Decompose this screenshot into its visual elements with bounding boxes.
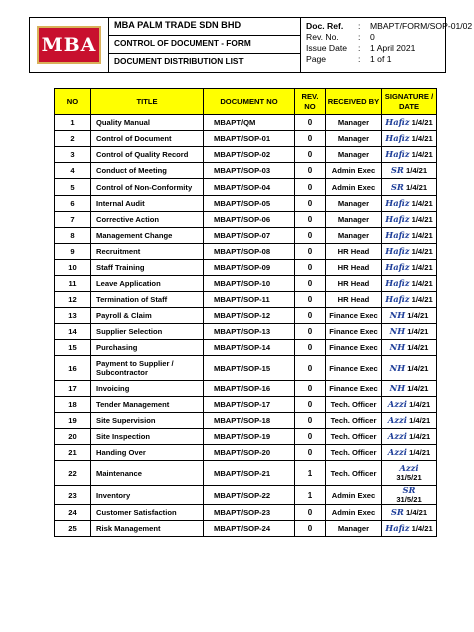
sign-date: 1/4/21	[409, 432, 431, 441]
signature: SR	[390, 181, 404, 192]
sign-date: 1/4/21	[411, 150, 433, 159]
row-rev-no: 0	[295, 196, 326, 212]
sign-date: 1/4/21	[406, 508, 428, 517]
row-number: 14	[55, 324, 91, 340]
row-title: Inventory	[91, 486, 204, 505]
row-document-no: MBAPT/SOP-09	[204, 260, 295, 276]
table-row	[55, 429, 437, 445]
row-signature-date	[382, 115, 437, 131]
row-number: 9	[55, 244, 91, 260]
row-number: 23	[55, 486, 91, 505]
row-number: 21	[55, 445, 91, 461]
row-rev-no: 0	[295, 260, 326, 276]
table-header-row	[55, 89, 437, 115]
row-rev-no: 0	[295, 292, 326, 308]
row-document-no: MBAPT/SOP-20	[204, 445, 295, 461]
row-signature-date	[382, 179, 437, 196]
sign-date: 1/4/21	[407, 343, 429, 352]
meta-page	[306, 54, 392, 64]
table-row	[55, 324, 437, 340]
sign-date: 1/4/21	[409, 448, 431, 457]
row-signature-date	[382, 397, 437, 413]
row-title: Maintenance	[91, 461, 204, 486]
row-title: Conduct of Meeting	[91, 163, 204, 179]
row-number: 16	[55, 356, 91, 381]
row-title: Customer Satisfaction	[91, 505, 204, 521]
row-title: Corrective Action	[91, 212, 204, 228]
row-rev-no: 0	[295, 445, 326, 461]
sign-date: 1/4/21	[406, 166, 428, 175]
signature: SR	[390, 507, 404, 517]
row-number: 2	[55, 131, 91, 147]
row-document-no: MBAPT/SOP-08	[204, 244, 295, 260]
row-received-by: Finance Exec	[326, 324, 382, 340]
signature: Azzi	[387, 431, 407, 441]
row-rev-no: 0	[295, 340, 326, 356]
signature: NH	[389, 310, 406, 320]
row-received-by: Manager	[326, 115, 382, 131]
row-received-by: Manager	[326, 196, 382, 212]
table-row	[55, 147, 437, 163]
signature: Azzi	[387, 447, 407, 457]
row-received-by: HR Head	[326, 244, 382, 260]
row-title: Supplier Selection	[91, 324, 204, 340]
row-title: Quality Manual	[91, 115, 204, 131]
row-received-by: Manager	[326, 131, 382, 147]
row-document-no: MBAPT/SOP-16	[204, 381, 295, 397]
col-received-by: RECEIVED BY	[326, 89, 382, 115]
row-rev-no: 0	[295, 163, 326, 179]
row-document-no: MBAPT/SOP-05	[204, 196, 295, 212]
table-row	[55, 461, 437, 486]
doc-meta	[300, 18, 473, 72]
row-signature-date	[382, 429, 437, 445]
row-number: 15	[55, 340, 91, 356]
signature: Hafiz	[385, 278, 410, 288]
row-rev-no: 1	[295, 461, 326, 486]
signature: Hafiz	[385, 262, 410, 272]
table-body	[55, 115, 437, 537]
row-number: 12	[55, 292, 91, 308]
row-received-by: Tech. Officer	[326, 445, 382, 461]
row-document-no: MBAPT/SOP-13	[204, 324, 295, 340]
sign-date: 1/4/21	[411, 279, 433, 288]
meta-sep: :	[358, 54, 361, 64]
signature: Hafiz	[385, 117, 410, 127]
row-number: 18	[55, 397, 91, 413]
row-rev-no: 0	[295, 381, 326, 397]
meta-value: MBAPT/FORM/SOP-01/02	[370, 21, 473, 31]
row-rev-no: 0	[295, 131, 326, 147]
sign-date: 1/4/21	[407, 327, 429, 336]
row-signature-date	[382, 292, 437, 308]
row-document-no: MBAPT/QM	[204, 115, 295, 131]
row-rev-no: 0	[295, 324, 326, 340]
row-rev-no: 0	[295, 212, 326, 228]
row-title: Payroll & Claim	[91, 308, 204, 324]
row-signature-date	[382, 196, 437, 212]
row-received-by: Finance Exec	[326, 381, 382, 397]
sign-date: 1/4/21	[411, 231, 433, 240]
divider	[108, 35, 300, 36]
table-row	[55, 397, 437, 413]
row-signature-date	[382, 324, 437, 340]
row-title: Leave Application	[91, 276, 204, 292]
row-signature-date	[382, 356, 437, 381]
row-document-no: MBAPT/SOP-12	[204, 308, 295, 324]
row-number: 11	[55, 276, 91, 292]
sign-date: 1/4/21	[409, 416, 431, 425]
meta-doc-ref	[306, 21, 472, 31]
row-signature-date	[382, 308, 437, 324]
table-row	[55, 244, 437, 260]
table-row	[55, 260, 437, 276]
row-title: Control of Document	[91, 131, 204, 147]
row-document-no: MBAPT/SOP-14	[204, 340, 295, 356]
row-rev-no: 0	[295, 115, 326, 131]
table-row	[55, 381, 437, 397]
row-received-by: Tech. Officer	[326, 461, 382, 486]
row-document-no: MBAPT/SOP-18	[204, 413, 295, 429]
row-rev-no: 0	[295, 308, 326, 324]
row-title: Payment to Supplier / Subcontractor	[91, 356, 204, 381]
row-title: Control of Non-Conformity	[91, 179, 204, 196]
row-rev-no: 0	[295, 505, 326, 521]
row-title: Site Inspection	[91, 429, 204, 445]
row-document-no: MBAPT/SOP-07	[204, 228, 295, 244]
row-signature-date	[382, 413, 437, 429]
signature: Hafiz	[385, 133, 410, 143]
row-rev-no: 0	[295, 147, 326, 163]
document-header	[29, 17, 473, 73]
table-row	[55, 505, 437, 521]
logo-text: MBA	[41, 34, 97, 56]
row-title: Recruitment	[91, 244, 204, 260]
row-received-by: Manager	[326, 228, 382, 244]
table-row	[55, 445, 437, 461]
row-number: 10	[55, 260, 91, 276]
sign-date: 1/4/21	[411, 118, 433, 127]
meta-rev-no	[306, 32, 375, 42]
row-signature-date	[382, 244, 437, 260]
sign-date: 1/4/21	[406, 182, 428, 192]
meta-value: 0	[370, 32, 375, 42]
row-number: 5	[55, 179, 91, 196]
row-document-no: MBAPT/SOP-22	[204, 486, 295, 505]
row-signature-date	[382, 381, 437, 397]
row-rev-no: 0	[295, 179, 326, 196]
signature: Azzi	[387, 399, 407, 409]
row-rev-no: 0	[295, 244, 326, 260]
row-signature-date	[382, 445, 437, 461]
row-document-no: MBAPT/SOP-02	[204, 147, 295, 163]
row-received-by: Finance Exec	[326, 308, 382, 324]
row-signature-date	[382, 163, 437, 179]
meta-key: Issue Date	[306, 43, 348, 53]
col-document-no: DOCUMENT NO	[204, 89, 295, 115]
row-number: 7	[55, 212, 91, 228]
row-rev-no: 0	[295, 521, 326, 537]
col-signature-date: SIGNATURE / DATE	[382, 89, 437, 115]
row-received-by: Tech. Officer	[326, 397, 382, 413]
row-received-by: Tech. Officer	[326, 429, 382, 445]
sign-date: 1/4/21	[407, 363, 429, 373]
row-received-by: Admin Exec	[326, 163, 382, 179]
signature: Hafiz	[385, 149, 410, 159]
sign-date: 1/4/21	[411, 215, 433, 224]
row-title: Staff Training	[91, 260, 204, 276]
sign-date: 31/5/21	[396, 473, 422, 482]
row-received-by: Admin Exec	[326, 505, 382, 521]
sign-date: 1/4/21	[407, 311, 429, 320]
row-title: Purchasing	[91, 340, 204, 356]
distribution-table	[54, 88, 437, 537]
row-rev-no: 0	[295, 397, 326, 413]
row-title: Risk Management	[91, 521, 204, 537]
sign-date: 1/4/21	[411, 199, 433, 208]
logo-cell	[30, 18, 109, 72]
title-cell	[108, 18, 301, 72]
meta-key: Doc. Ref.	[306, 21, 344, 31]
signature: Hafiz	[385, 294, 410, 304]
meta-value: 1 April 2021	[370, 43, 416, 53]
signature: Hafiz	[385, 246, 410, 256]
meta-key: Page	[306, 54, 327, 64]
col-rev-no: REV. NO	[295, 89, 326, 115]
row-number: 1	[55, 115, 91, 131]
row-number: 19	[55, 413, 91, 429]
row-document-no: MBAPT/SOP-21	[204, 461, 295, 486]
row-received-by: Manager	[326, 521, 382, 537]
row-document-no: MBAPT/SOP-03	[204, 163, 295, 179]
row-title: Control of Quality Record	[91, 147, 204, 163]
signature: Hafiz	[385, 214, 410, 224]
table-row	[55, 115, 437, 131]
row-signature-date	[382, 461, 437, 486]
row-number: 20	[55, 429, 91, 445]
table-row	[55, 228, 437, 244]
row-received-by: Admin Exec	[326, 486, 382, 505]
table-row	[55, 340, 437, 356]
row-number: 24	[55, 505, 91, 521]
table-row	[55, 196, 437, 212]
row-received-by: HR Head	[326, 260, 382, 276]
row-title: Tender Management	[91, 397, 204, 413]
signature: NH	[389, 383, 406, 393]
row-rev-no: 1	[295, 486, 326, 505]
row-received-by: Admin Exec	[326, 179, 382, 196]
col-no: NO	[55, 89, 91, 115]
sign-date: 1/4/21	[407, 384, 429, 393]
sign-date: 31/5/21	[396, 495, 422, 504]
signature: NH	[389, 342, 406, 352]
meta-sep: :	[358, 43, 361, 53]
table-row	[55, 413, 437, 429]
row-document-no: MBAPT/SOP-01	[204, 131, 295, 147]
list-title: DOCUMENT DISTRIBUTION LIST	[114, 56, 244, 66]
form-title: CONTROL OF DOCUMENT - FORM	[114, 38, 251, 48]
company-logo	[37, 26, 101, 64]
row-number: 25	[55, 521, 91, 537]
row-signature-date	[382, 521, 437, 537]
table-row	[55, 486, 437, 505]
row-rev-no: 0	[295, 228, 326, 244]
sign-date: 1/4/21	[411, 263, 433, 272]
meta-sep: :	[358, 32, 361, 42]
table-row	[55, 308, 437, 324]
row-number: 6	[55, 196, 91, 212]
row-received-by: Finance Exec	[326, 356, 382, 381]
row-signature-date	[382, 505, 437, 521]
row-number: 8	[55, 228, 91, 244]
signature: Hafiz	[385, 230, 410, 240]
sign-date: 1/4/21	[411, 295, 433, 304]
row-number: 22	[55, 461, 91, 486]
table-row	[55, 131, 437, 147]
row-title: Invoicing	[91, 381, 204, 397]
signature: NH	[389, 326, 406, 336]
row-document-no: MBAPT/SOP-19	[204, 429, 295, 445]
signature: Hafiz	[385, 198, 410, 208]
meta-value: 1 of 1	[370, 54, 392, 64]
meta-sep: :	[358, 21, 361, 31]
row-title: Termination of Staff	[91, 292, 204, 308]
row-received-by: Manager	[326, 147, 382, 163]
row-document-no: MBAPT/SOP-06	[204, 212, 295, 228]
table-row	[55, 163, 437, 179]
row-rev-no: 0	[295, 429, 326, 445]
meta-issue-date	[306, 43, 415, 53]
row-signature-date	[382, 486, 437, 505]
signature: SR	[390, 165, 404, 175]
row-document-no: MBAPT/SOP-04	[204, 179, 295, 196]
row-title: Internal Audit	[91, 196, 204, 212]
row-rev-no: 0	[295, 356, 326, 381]
row-document-no: MBAPT/SOP-23	[204, 505, 295, 521]
sign-date: 1/4/21	[411, 524, 433, 533]
meta-key: Rev. No.	[306, 32, 339, 42]
signature: SR	[402, 485, 416, 495]
company-name: MBA PALM TRADE SDN BHD	[114, 20, 242, 30]
row-number: 17	[55, 381, 91, 397]
signature: NH	[389, 362, 406, 373]
row-title: Site Supervision	[91, 413, 204, 429]
row-title: Handing Over	[91, 445, 204, 461]
row-document-no: MBAPT/SOP-24	[204, 521, 295, 537]
sign-date: 1/4/21	[411, 134, 433, 143]
row-rev-no: 0	[295, 276, 326, 292]
table-row	[55, 521, 437, 537]
row-received-by: Finance Exec	[326, 340, 382, 356]
table-row	[55, 276, 437, 292]
row-received-by: HR Head	[326, 292, 382, 308]
row-number: 13	[55, 308, 91, 324]
row-document-no: MBAPT/SOP-10	[204, 276, 295, 292]
row-received-by: Manager	[326, 212, 382, 228]
table-row	[55, 179, 437, 196]
row-number: 4	[55, 163, 91, 179]
col-title: TITLE	[91, 89, 204, 115]
table-row	[55, 356, 437, 381]
row-signature-date	[382, 340, 437, 356]
signature: Azzi	[399, 463, 419, 473]
divider	[108, 53, 300, 54]
row-signature-date	[382, 260, 437, 276]
signature: Azzi	[387, 415, 407, 425]
row-number: 3	[55, 147, 91, 163]
row-document-no: MBAPT/SOP-11	[204, 292, 295, 308]
signature: Hafiz	[385, 523, 410, 533]
table-row	[55, 292, 437, 308]
row-signature-date	[382, 276, 437, 292]
sign-date: 1/4/21	[411, 247, 433, 256]
table-row	[55, 212, 437, 228]
row-signature-date	[382, 228, 437, 244]
row-document-no: MBAPT/SOP-17	[204, 397, 295, 413]
row-received-by: Tech. Officer	[326, 413, 382, 429]
row-title: Management Change	[91, 228, 204, 244]
row-signature-date	[382, 131, 437, 147]
row-rev-no: 0	[295, 413, 326, 429]
row-document-no: MBAPT/SOP-15	[204, 356, 295, 381]
row-signature-date	[382, 147, 437, 163]
row-signature-date	[382, 212, 437, 228]
sign-date: 1/4/21	[409, 400, 431, 409]
row-received-by: HR Head	[326, 276, 382, 292]
